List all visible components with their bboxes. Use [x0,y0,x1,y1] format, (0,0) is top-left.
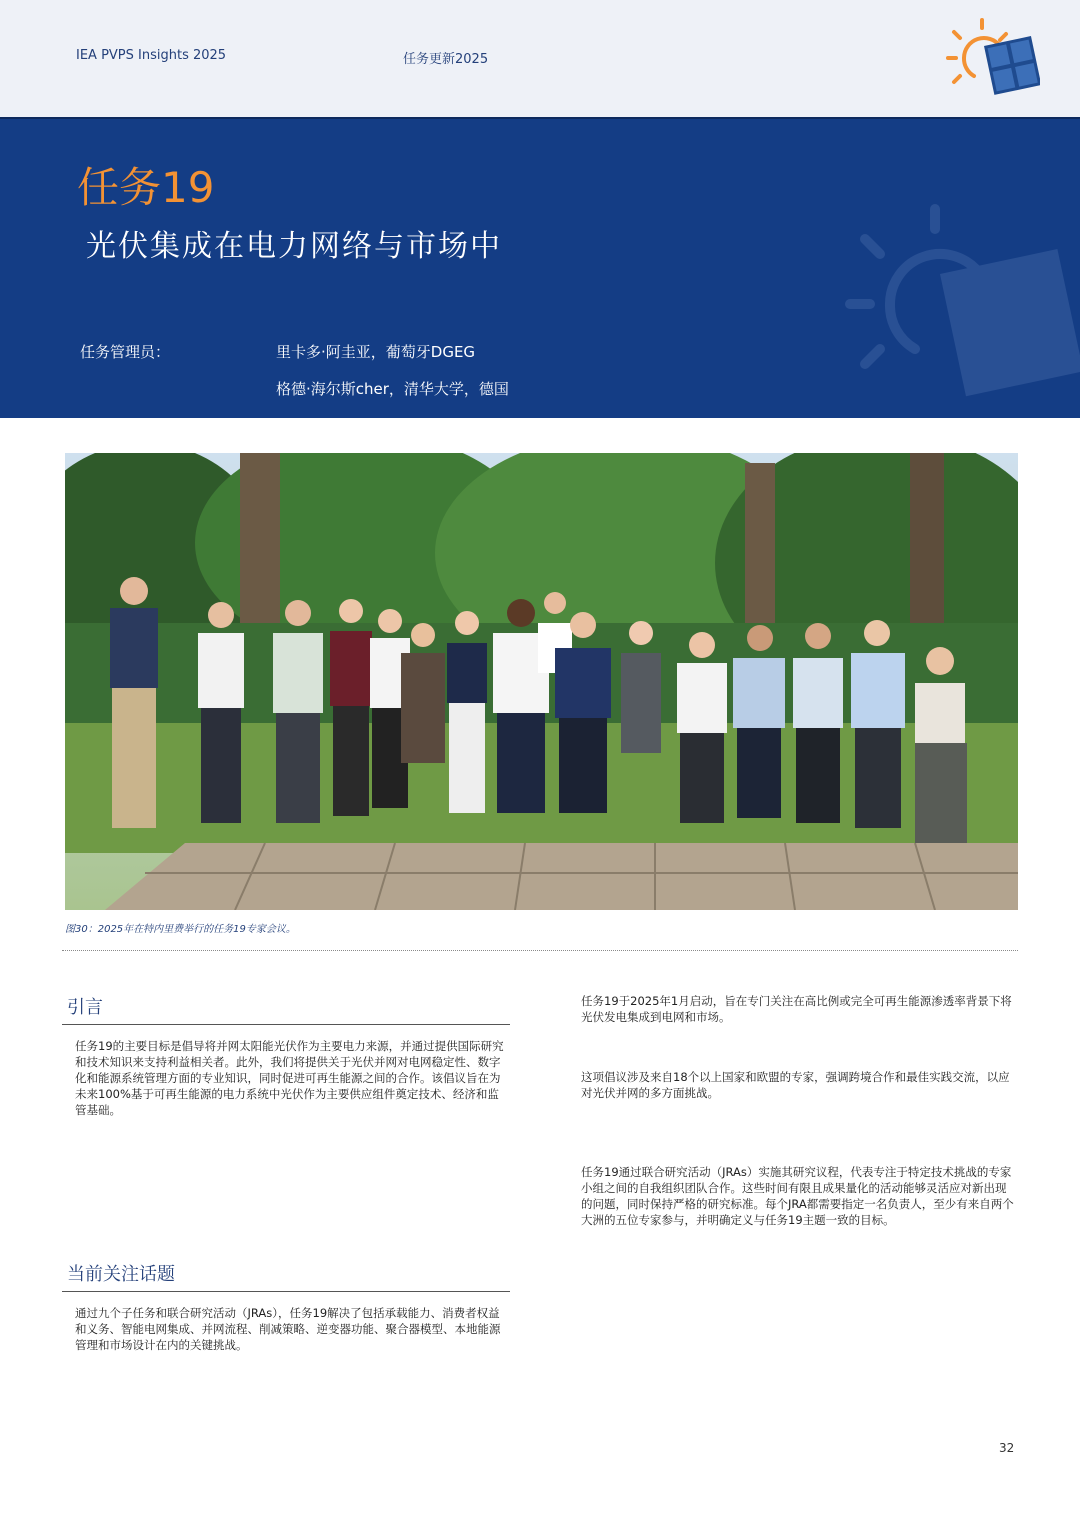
iea-pvps-sun-panel-logo [944,16,1040,104]
manager-label: 任务管理员： [80,343,171,361]
heading-rule [62,1024,510,1025]
title-banner [0,117,1080,418]
right-paragraph-2: 这项倡议涉及来自18个以上国家和欧盟的专家，强调跨境合作和最佳实践交流，以应对光伏并网的多方面挑战。 [581,1070,1010,1100]
right-paragraph-3: 任务19通过联合研究活动（JRAs）实施其研究议程，代表专注于特定技术挑战的专家小组之间的自我组织团队合作。这些时间有限且成果量化的活动能够灵活应对新出现的问题，同时保持严格的研究标准。每个JRA都需要指定一名负责人，至少有来自两个大洲的五位专家参与，并明确定义与任务19主题一致的目标。 [581,1165,1014,1227]
right-paragraph-1: 任务19于2025年1月启动，旨在专门关注在高比例或完全可再生能源渗透率背景下将光伏发电集成到电网和市场。 [581,994,1012,1024]
publication-title: IEA PVPS Insights 2025 [76,48,227,63]
page-header [0,0,1080,117]
intro-paragraph: 任务19的主要目标是倡导将并网太阳能光伏作为主要电力来源，并通过提供国际研究和技术知识来支持利益相关者。此外，我们将提供关于光伏并网对电网稳定性、数字化和能源系统管理方面的专业知识，同时促进可再生能源之间的合作。该倡议旨在为未来100%基于可再生能源的电力系统中光伏作为主要供应组件奠定技术、经济和监管基础。 [75,1039,504,1117]
focus-heading: 当前关注话题 [67,1264,175,1285]
manager-name: 里卡多·阿圭亚，葡萄牙DGEG [276,343,476,361]
manager-name: 格德·海尔斯cher，清华大学，德国 [276,380,509,398]
figure-caption: 图30：2025年在特内里费举行的任务19专家会议。 [65,924,296,935]
group-photo [65,453,1018,910]
task-title: 光伏集成在电力网络与市场中 [86,229,502,264]
watermark-logo [840,189,1080,418]
focus-paragraph: 通过九个子任务和联合研究活动（JRAs），任务19解决了包括承载能力、消费者权益和义务、智能电网集成、并网流程、削减策略、逆变器功能、聚合器模型、本地能源管理和市场设计在内的关键挑战。 [75,1306,501,1352]
divider [62,950,1018,951]
heading-rule [62,1291,510,1292]
intro-heading: 引言 [67,997,103,1018]
section-title: 任务更新2025 [403,52,489,67]
page-number: 32 [999,1441,1015,1455]
task-number: 任务19 [77,163,215,212]
